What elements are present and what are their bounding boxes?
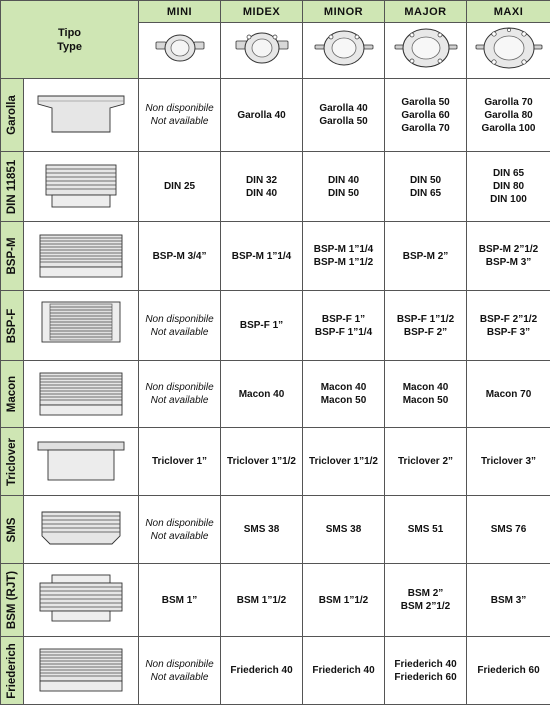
fitting-size-cell — [303, 361, 385, 428]
fitting-size-text: BSM 2” — [407, 588, 444, 599]
fitting-size-text: Not available — [150, 530, 209, 542]
fitting-size-text: Not available — [150, 671, 209, 683]
fitting-size-cell — [385, 564, 467, 637]
table-row — [1, 79, 550, 152]
fitting-size-text: SMS 38 — [325, 524, 362, 535]
table-row — [1, 361, 550, 428]
fitting-size-text: Not available — [150, 116, 209, 127]
fitting-size-cell — [385, 496, 467, 564]
connection-type-label — [1, 428, 24, 496]
fitting-size-text: BSP-F 2”1/2 — [479, 313, 538, 325]
fitting-size-text: DIN 50 — [409, 174, 442, 186]
connection-type-label — [1, 496, 24, 564]
fitting-size-text: Friederich 40 — [312, 665, 375, 676]
fitting-size-cell — [303, 637, 385, 705]
column-header-major: MAJOR — [385, 1, 467, 23]
fitting-size-text: Macon 50 — [402, 395, 449, 406]
fitting-size-text: BSP-M 3” — [485, 257, 532, 268]
type-label-en: Type — [57, 40, 82, 53]
fitting-size-cell — [467, 152, 550, 222]
not-available-cell — [139, 291, 221, 361]
fitting-profile-icon — [24, 361, 139, 428]
type-label-it: Tipo — [58, 26, 82, 39]
fitting-size-cell — [221, 637, 303, 705]
fitting-size-text: BSP-F 1” — [321, 313, 366, 325]
table-row — [1, 637, 550, 705]
fitting-size-text: BSM 1”1/2 — [236, 594, 287, 606]
not-available-cell — [139, 79, 221, 152]
fitting-size-cell — [467, 564, 550, 637]
fitting-size-text: BSP-F 1” — [239, 320, 284, 331]
fitting-size-text: Macon 50 — [320, 395, 367, 406]
fitting-size-text: Triclover 1” — [152, 456, 208, 467]
fitting-size-text: BSM 1”1/2 — [318, 594, 369, 606]
fitting-profile-icon — [24, 637, 139, 705]
fitting-size-cell — [303, 222, 385, 291]
fitting-size-cell — [385, 428, 467, 496]
fitting-size-cell — [467, 428, 550, 496]
fitting-size-text: BSP-M 3/4” — [152, 250, 207, 262]
fitting-size-cell — [221, 222, 303, 291]
not-available-cell — [139, 637, 221, 705]
fitting-size-text: SMS 38 — [243, 524, 280, 535]
fitting-size-cell — [139, 564, 221, 637]
table-row — [1, 428, 550, 496]
connection-type-label — [1, 79, 24, 152]
table-row — [1, 152, 550, 222]
connection-type-label — [1, 291, 24, 361]
column-header-minor: MINOR — [303, 1, 385, 23]
fitting-profile-icon — [24, 428, 139, 496]
column-header-row — [1, 1, 550, 23]
fitting-size-cell — [303, 428, 385, 496]
fitting-size-text: Non disponibile — [145, 103, 214, 114]
fitting-size-cell — [221, 496, 303, 564]
fitting-size-text: BSP-F 2” — [403, 326, 448, 338]
fitting-size-text: DIN 65 — [492, 168, 525, 179]
type-header-cell — [1, 1, 139, 79]
not-available-cell — [139, 496, 221, 564]
fitting-size-text: Garolla 100 — [481, 122, 536, 134]
maxi-box-icon — [467, 23, 550, 79]
fitting-size-text: BSP-F 1”1/2 — [396, 313, 455, 325]
midex-box-icon — [221, 23, 303, 79]
fitting-size-text: Garolla 40 — [237, 109, 286, 121]
fitting-size-text: BSP-M 1”1/4 — [231, 250, 292, 262]
fitting-size-cell — [303, 291, 385, 361]
table-row — [1, 496, 550, 564]
fitting-size-text: Garolla 40 — [319, 103, 368, 114]
connection-type-text: BSM (RJT) — [6, 570, 18, 630]
fitting-size-text: Non disponibile — [145, 658, 214, 670]
connection-type-label — [1, 361, 24, 428]
fitting-size-cell — [385, 79, 467, 152]
connection-type-text: Macon — [6, 375, 18, 413]
fitting-profile-icon — [24, 222, 139, 291]
fitting-size-text: Triclover 2” — [398, 456, 454, 467]
connection-type-label — [1, 222, 24, 291]
fitting-profile-icon — [24, 79, 139, 152]
fitting-size-text: Macon 70 — [485, 388, 532, 400]
fitting-size-text: BSP-M 2” — [402, 250, 449, 262]
connection-type-text: Friederich — [6, 642, 18, 699]
fitting-size-cell — [385, 291, 467, 361]
table-row — [1, 222, 550, 291]
fitting-size-text: Friederich 60 — [394, 671, 457, 683]
fitting-size-cell — [303, 152, 385, 222]
table-row — [1, 291, 550, 361]
fitting-size-text: Not available — [150, 395, 209, 406]
fitting-size-text: Non disponibile — [145, 313, 214, 325]
fitting-profile-icon — [24, 291, 139, 361]
fitting-size-cell — [303, 79, 385, 152]
connection-type-text: BSP-M — [6, 237, 18, 275]
fitting-size-text: SMS 76 — [490, 524, 527, 535]
connection-type-text: SMS — [6, 517, 18, 542]
fitting-profile-icon — [24, 496, 139, 564]
major-box-icon — [385, 23, 467, 79]
connection-type-text: Triclover — [6, 437, 18, 486]
minor-box-icon — [303, 23, 385, 79]
fitting-size-cell — [385, 222, 467, 291]
fitting-size-text: Friederich 40 — [394, 658, 457, 670]
fitting-size-text: Garolla 60 — [401, 109, 450, 121]
fitting-size-text: Macon 40 — [402, 382, 449, 393]
fitting-size-cell — [221, 564, 303, 637]
fitting-size-text: Friederich 40 — [230, 665, 293, 676]
table-body — [1, 79, 550, 705]
fitting-size-cell — [385, 361, 467, 428]
fitting-size-text: Macon 40 — [320, 382, 367, 393]
fitting-size-text: BSM 3” — [490, 594, 527, 606]
fitting-size-text: Garolla 50 — [401, 96, 450, 108]
column-header-midex: MIDEX — [221, 1, 303, 23]
connection-type-label — [1, 564, 24, 637]
fitting-size-cell — [303, 564, 385, 637]
fitting-profile-icon — [24, 152, 139, 222]
fitting-size-cell — [467, 361, 550, 428]
fitting-size-text: Triclover 1”1/2 — [309, 456, 378, 467]
fitting-size-text: BSP-M 2”1/2 — [478, 244, 539, 255]
fitting-size-text: Triclover 3” — [481, 456, 537, 467]
fitting-size-text: Garolla 50 — [319, 116, 368, 127]
fitting-size-text: DIN 50 — [327, 187, 360, 199]
fitting-size-text: DIN 25 — [163, 181, 196, 192]
fitting-profile-icon — [24, 564, 139, 637]
fitting-size-cell — [467, 291, 550, 361]
fitting-size-text: SMS 51 — [407, 524, 444, 535]
fitting-size-text: DIN 40 — [327, 174, 360, 186]
fitting-size-text: Non disponibile — [145, 517, 214, 529]
fitting-size-text: DIN 80 — [492, 181, 525, 192]
column-header-maxi: MAXI — [467, 1, 550, 23]
fitting-size-text: Garolla 70 — [484, 96, 533, 108]
connection-type-text: BSP-F — [6, 308, 18, 343]
fitting-size-cell — [221, 152, 303, 222]
fitting-size-text: DIN 100 — [490, 194, 527, 205]
connection-type-text: Garolla — [6, 95, 18, 135]
fitting-size-text: Non disponibile — [145, 382, 214, 393]
fitting-size-cell — [467, 637, 550, 705]
fitting-size-cell — [385, 152, 467, 222]
connection-type-label — [1, 152, 24, 222]
fitting-size-text: DIN 40 — [245, 187, 278, 199]
fitting-size-cell — [139, 152, 221, 222]
fitting-size-cell — [221, 291, 303, 361]
fitting-size-text: Not available — [150, 326, 209, 338]
column-header-mini: MINI — [139, 1, 221, 23]
fitting-size-cell — [467, 79, 550, 152]
mini-box-icon — [139, 23, 221, 79]
fitting-size-cell — [385, 637, 467, 705]
fitting-size-text: DIN 65 — [409, 187, 442, 199]
fitting-size-text: Garolla 80 — [484, 109, 533, 121]
fitting-size-text: Macon 40 — [238, 388, 285, 400]
fitting-size-cell — [467, 496, 550, 564]
fitting-size-text: BSP-M 1”1/4 — [313, 244, 374, 255]
fitting-size-text: Friederich 60 — [477, 665, 540, 676]
not-available-cell — [139, 361, 221, 428]
fitting-size-cell — [139, 222, 221, 291]
fitting-size-text: DIN 32 — [245, 174, 278, 186]
fitting-size-cell — [221, 361, 303, 428]
table-row — [1, 564, 550, 637]
fitting-size-cell — [221, 428, 303, 496]
fitting-size-text: BSP-M 1”1/2 — [313, 257, 374, 268]
fitting-size-text: BSM 1” — [161, 594, 198, 606]
fitting-size-cell — [303, 496, 385, 564]
connection-type-label — [1, 637, 24, 705]
fitting-size-cell — [139, 428, 221, 496]
fitting-size-text: BSP-F 1”1/4 — [314, 326, 373, 338]
fitting-size-cell — [221, 79, 303, 152]
fitting-size-text: Triclover 1”1/2 — [227, 456, 296, 467]
connection-type-text: DIN 11851 — [6, 159, 18, 214]
fitting-size-text: BSP-F 3” — [486, 326, 531, 338]
fitting-size-text: Garolla 70 — [401, 122, 450, 134]
fitting-size-text: BSM 2”1/2 — [400, 601, 451, 612]
fitting-size-cell — [467, 222, 550, 291]
